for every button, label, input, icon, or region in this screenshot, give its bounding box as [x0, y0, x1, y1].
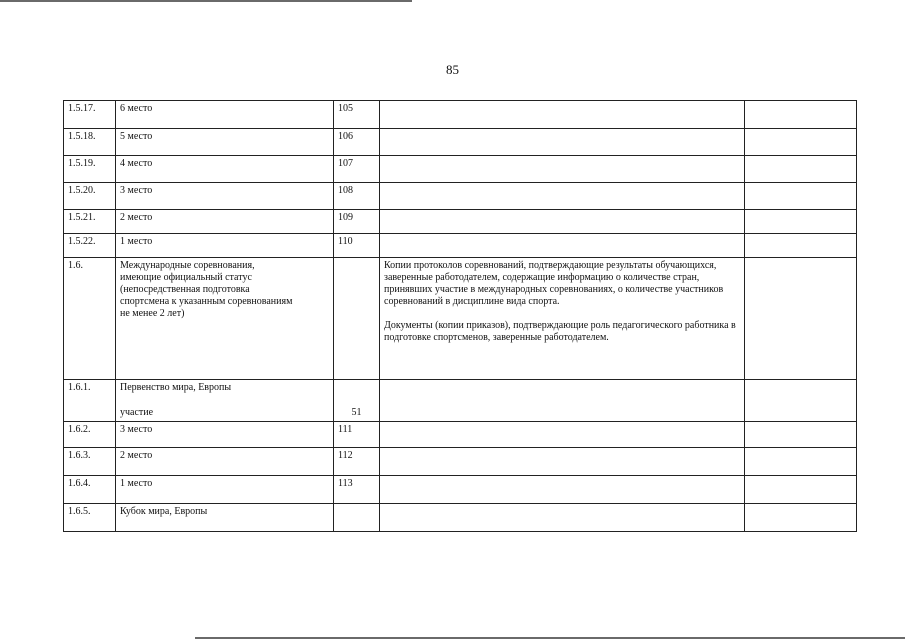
extra-cell: [745, 183, 857, 210]
item-number-cell: 1.5.22.: [64, 234, 116, 258]
item-number-cell: 1.6.4.: [64, 476, 116, 504]
documents-cell: [380, 476, 745, 504]
extra-cell: [745, 101, 857, 129]
item-name-cell: [116, 258, 334, 380]
item-number-cell: 1.6.5.: [64, 504, 116, 532]
points-cell: 51: [334, 380, 380, 422]
documents-cell: [380, 448, 745, 476]
points-cell: 108: [334, 183, 380, 210]
item-number-cell: 1.6.: [64, 258, 116, 380]
item-name: 5 место: [120, 131, 153, 142]
item-name-cell: [116, 156, 334, 183]
extra-cell: [745, 258, 857, 380]
item-name: 6 место: [120, 103, 153, 114]
item-name-cell: [116, 129, 334, 156]
extra-cell: [745, 210, 857, 234]
item-name: 3 место: [120, 424, 153, 435]
item-name: 2 место: [120, 212, 153, 223]
item-number-cell: 1.6.2.: [64, 422, 116, 448]
item-name: 4 место: [120, 158, 153, 169]
item-number-cell: 1.5.20.: [64, 183, 116, 210]
documents-cell: [380, 504, 745, 532]
item-name: 1 место: [120, 236, 153, 247]
extra-cell: [745, 422, 857, 448]
item-name-cell: [116, 422, 334, 448]
table-row: [64, 258, 857, 380]
table-row: [64, 422, 857, 448]
item-name: 3 место: [120, 185, 153, 196]
item-number-cell: 1.5.21.: [64, 210, 116, 234]
item-name: Кубок мира, Европы: [120, 506, 208, 517]
item-name-cell: [116, 210, 334, 234]
extra-cell: [745, 234, 857, 258]
table-row: [64, 183, 857, 210]
table-row: [64, 448, 857, 476]
scan-edge-bottom: [195, 637, 905, 639]
table-row: [64, 129, 857, 156]
points-cell: 111: [334, 422, 380, 448]
item-name-cell: [116, 448, 334, 476]
item-subname: участие: [120, 407, 154, 418]
extra-cell: [745, 476, 857, 504]
item-name: Международные соревнования, имеющие официальный статус (непосредственная подготовка спортсмена к указанным соревнованиям не менее 2 лет): [120, 260, 293, 319]
table-row: [64, 156, 857, 183]
documents-cell: [380, 156, 745, 183]
extra-cell: [745, 448, 857, 476]
extra-cell: [745, 380, 857, 422]
item-name: Первенство мира, Европы: [120, 382, 232, 393]
item-name: 1 место: [120, 478, 153, 489]
points-cell: 107: [334, 156, 380, 183]
item-number-cell: 1.6.3.: [64, 448, 116, 476]
item-name-cell: [116, 504, 334, 532]
document-requirement: Копии протоколов соревнований, подтверждающие результаты обучающихся, заверенные работодателем, содержащие информацию о количестве стран, принявших участие в международных соревнованиях, о количестве участников соревнований в дисциплине вида спорта.: [384, 260, 724, 307]
documents-cell: [380, 101, 745, 129]
item-number-cell: 1.5.17.: [64, 101, 116, 129]
points-cell: 109: [334, 210, 380, 234]
points-cell: [334, 258, 380, 380]
table-row: [64, 234, 857, 258]
documents-cell: [380, 422, 745, 448]
item-name-cell: [116, 476, 334, 504]
points-cell: 110: [334, 234, 380, 258]
extra-cell: [745, 129, 857, 156]
table-row: [64, 380, 857, 422]
points-cell: 105: [334, 101, 380, 129]
item-name-cell: [116, 101, 334, 129]
table-row: [64, 101, 857, 129]
item-name: 2 место: [120, 450, 153, 461]
documents-cell: [380, 210, 745, 234]
item-name-cell: [116, 234, 334, 258]
table-row: [64, 476, 857, 504]
documents-cell: [380, 183, 745, 210]
scan-edge-top: [0, 0, 412, 2]
documents-cell: [380, 380, 745, 422]
points-cell: 106: [334, 129, 380, 156]
documents-cell: [380, 234, 745, 258]
points-cell: 113: [334, 476, 380, 504]
points-cell: [334, 504, 380, 532]
item-name-cell: [116, 380, 334, 422]
table-row: [64, 210, 857, 234]
documents-cell: [380, 129, 745, 156]
document-requirement: Документы (копии приказов), подтверждающие роль педагогического работника в подготовке спортсменов, заверенные работодателем.: [384, 320, 736, 343]
item-number-cell: 1.5.19.: [64, 156, 116, 183]
points-cell: 112: [334, 448, 380, 476]
page-number: 85: [446, 62, 459, 77]
criteria-table: [63, 100, 857, 532]
item-number-cell: 1.6.1.: [64, 380, 116, 422]
extra-cell: [745, 504, 857, 532]
extra-cell: [745, 156, 857, 183]
table-row: [64, 504, 857, 532]
documents-cell: [380, 258, 745, 380]
item-name-cell: [116, 183, 334, 210]
item-number-cell: 1.5.18.: [64, 129, 116, 156]
